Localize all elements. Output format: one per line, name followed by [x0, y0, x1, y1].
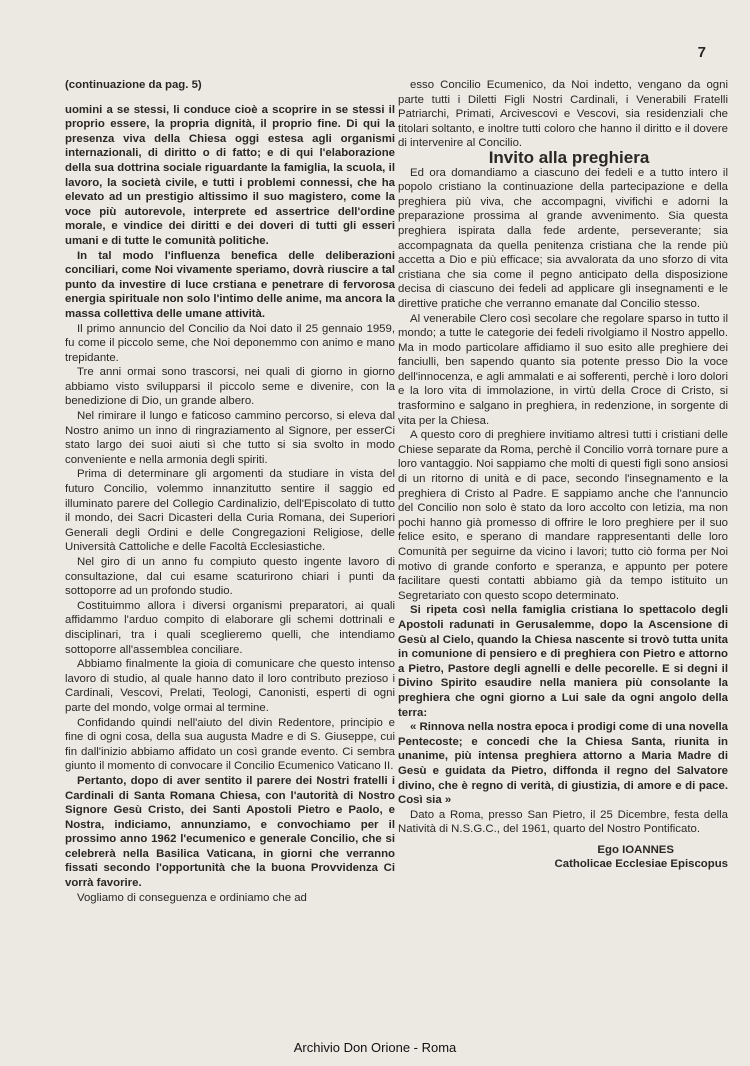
paragraph: Tre anni ormai sono trascorsi, nei quali di giorno in giorno abbiamo visto svilupparsi il piccolo seme e divenire, con la benedizione di Dio, un grande albero.	[65, 366, 395, 408]
signature-name: Ego IOANNES	[597, 843, 674, 856]
continuation-header: (continuazione da pag. 5)	[65, 79, 202, 91]
page-number: 7	[697, 44, 706, 61]
signature-title: Catholicae Ecclesiae Episcopus	[554, 858, 728, 871]
archive-footer: Archivio Don Orione - Roma	[293, 1040, 457, 1055]
paragraph: Nel rimirare il lungo e faticoso cammino percorso, si eleva dal Nostro animo un inno di ringraziamento al Signore, per esserCi stato largo dei suoi aiuti sì che tutto si sia svolto in modo conveniente e nella armonia degli spiriti.	[65, 410, 395, 466]
paragraph: Vogliamo di conseguenza e ordiniamo che ad	[77, 891, 307, 904]
paragraph: Il primo annuncio del Concilio da Noi dato il 25 gennaio 1959, fu come il piccolo seme, che Noi deponemmo con animo e mano trepidante.	[65, 322, 395, 364]
paragraph: uomini a se stessi, li conduce cioè a scoprire in se stessi il proprio essere, la propria dignità, il proprio fine. Di qui la presenza viva della Chiesa oggi estesa agli organismi internazionali, di diritto o di fatto; e di qui l'elaborazione della sua dottrina sociale riguardante la famiglia, la scuola, il lavoro, la società civile, e tutti i problemi connessi, che ha elevato ad un prestigio altissimo il suo magistero, come la voce più autorevole, interprete ed assertrice dell'ordine morale, e vindice dei diritti e dei doveri di tutti gli esseri umani e di tutte le comunità politiche.	[65, 103, 395, 247]
paragraph: Prima di determinare gli argomenti da studiare in vista del futuro Concilio, volemmo innanzitutto sentire il saggio ed illuminato parere del Collegio Cardinalizio, dell'Episcolato di tutto il mondo, dei Sacri Dicasteri della Curia Romana, dei Superiori Generali degli Ordini e delle Congregazioni Religiose, delle Università Cattoliche e delle Facoltà Ecclesiastiche.	[65, 468, 395, 554]
section-title: Invito alla preghiera	[488, 147, 650, 167]
paragraph: Costituimmo allora i diversi organismi preparatori, ai quali affidammo l'arduo compito di elaborare gli schemi dottrinali e disciplinari, tra i quali sceglieremo quelli, che intendiamo sottoporre all'assemblea conciliare.	[65, 599, 395, 656]
closing-paragraph: Dato a Roma, presso San Pietro, il 25 Dicembre, festa della Natività di N.S.G.C., del 1961, quarto del Nostro Pontificato.	[398, 808, 728, 836]
paragraph: In tal modo l'influenza benefica delle deliberazioni conciliari, come Noi vivamente speriamo, dovrà riuscire a tal punto da investire di luce crstiana e penetrare di fervorosa energia spirituale non solo l'intimo delle anime, ma ancora la massa collettiva delle umane attività.	[65, 249, 395, 320]
paragraph: Pertanto, dopo di aver sentito il parere dei Nostri fratelli i Cardinali di Santa Romana Chiesa, con l'autorità di Nostro Signore Gesù Cristo, dei Santi Apostoli Pietro e Paolo, e Nostra, indiciamo, annunziamo, e convochiamo per il prossimo anno 1962 l'ecumenico e generale Concilio, che si celebrerà nella Basilica Vaticana, in giorni che verranno fissati secondo l'opportunità che la buona Provvidenza Ci vorrà favorire.	[65, 774, 395, 890]
signature-block	[398, 843, 728, 872]
opening-paragraph: esso Concilio Ecumenico, da Noi indetto, vengano da ogni parte tutti i Diletti Figli Nostri Cardinali, i Venerabili Fratelli Patriarchi, Primati, Arcivescovi e Vescovi, sia residenziali che titolari soltanto, e inoltre tutti coloro che hanno il diritto e il dovere di intervenire al Concilio.	[398, 79, 728, 150]
bold-paragraph: Si ripeta così nella famiglia cristiana lo spettacolo degli Apostoli radunati in Gerusalemme, dopo la Ascensione di Gesù al Cielo, quando la Chiesa nascente si trovò tutta unita in comunione di pensiero e di preghiera con Pietro e attorno a Pietro, Pastore degli agnelli e delle pecorelle. E si degni il Divino Spirito esaudire nella maniera più consolante la preghiera che ogni giorno a Lui sale da ogni angolo della terra:	[398, 604, 728, 719]
right-column	[398, 78, 728, 872]
paragraph: Al venerabile Clero così secolare che regolare sparso in tutto il mondo; a tutte le categorie dei fedeli rivolgiamo il Nostro appello. Ma in modo particolare affidiamo il suo esito alle preghiere dei fanciulli, ben sapendo quanto sia potente presso Dio la voce dell'innocenza, e agli ammalati e ai sofferenti, perchè i loro dolori e la loro vita di immolazione, in virtù della Croce di Cristo, si trasformino e salgano in preghiera, in redenzione, in sorgente di vita per la Chiesa.	[398, 312, 728, 427]
paragraph: Abbiamo finalmente la gioia di comunicare che questo intenso lavoro di studio, al quale hanno dato il loro contributo prezioso i Cardinali, Vescovi, Prelati, Teologi, Canonisti, esperti di ogni parte del mondo, volge ormai al termine.	[65, 658, 395, 714]
paragraph: Nel giro di un anno fu compiuto questo ingente lavoro di consultazione, dal cui esame scaturirono chiari i punti da sottoporre ad un profondo studio.	[65, 556, 395, 598]
prayer-quote: « Rinnova nella nostra epoca i prodigi come di una novella Pentecoste; e concedi che la Chiesa Santa, riunita in unanime, più intensa preghiera attorno a Maria Madre di Gesù e guidata da Pietro, diffonda il regno del Salvatore divino, che è regno di verità, di giustizia, di amore e di pace. Così sia »	[398, 721, 728, 807]
paragraph: Confidando quindi nell'aiuto del divin Redentore, principio e fine di ogni cosa, della sua augusta Madre e di S. Giuseppe, cui fin dall'inizio abbiamo affidato un così grande evento. Ci sembra giunto il momento di convocare il Concilio Ecumenico Vaticano II.	[65, 716, 395, 773]
paragraph: Ed ora domandiamo a ciascuno dei fedeli e a tutto intero il popolo cristiano la continuazione della partecipazione e della preghiera più viva, che accompagni, vivifichi e adorni la preparazione prossima al grande avvenimento. Sia questa preghiera ispirata dalla fede ardente, perseverante; sia accompagnata da quella penitenza cristiana che la rende più accetta a Dio e più efficace; sia avvalorata da uno sforzo di vita cristiana che sia come il pegno anticipato della disposizione decisa di ciascuno dei fedeli ad applicare gli insegnamenti e le direttive pratiche che verranno emanate dal Concilio stesso.	[398, 166, 728, 310]
paragraph: A questo coro di preghiere invitiamo altresì tutti i cristiani delle Chiese separate da Roma, perchè il Concilio vorrà tornare pure a loro vantaggio. Noi sappiamo che molti di questi figli sono ansiosi di un ritorno di unità e di pace, secondo l'insegnamento e la preghiera di Cristo al Padre. E sappiamo anche che l'annuncio del Concilio non solo è stato da loro accolto con letizia, ma non pochi hanno già promesso di offrire le loro preghiere per il suo felice esito, e sperano di mandare rappresentanti delle loro Comunità per seguirne da vicino i lavori; tutto ciò forma per Noi motivo di grande conforto e speranza, e appunto per potere facilitare questi contatti abbiamo già da tempo istituito un Segretariato con questo scopo determinato.	[398, 429, 728, 602]
left-column	[65, 78, 395, 905]
